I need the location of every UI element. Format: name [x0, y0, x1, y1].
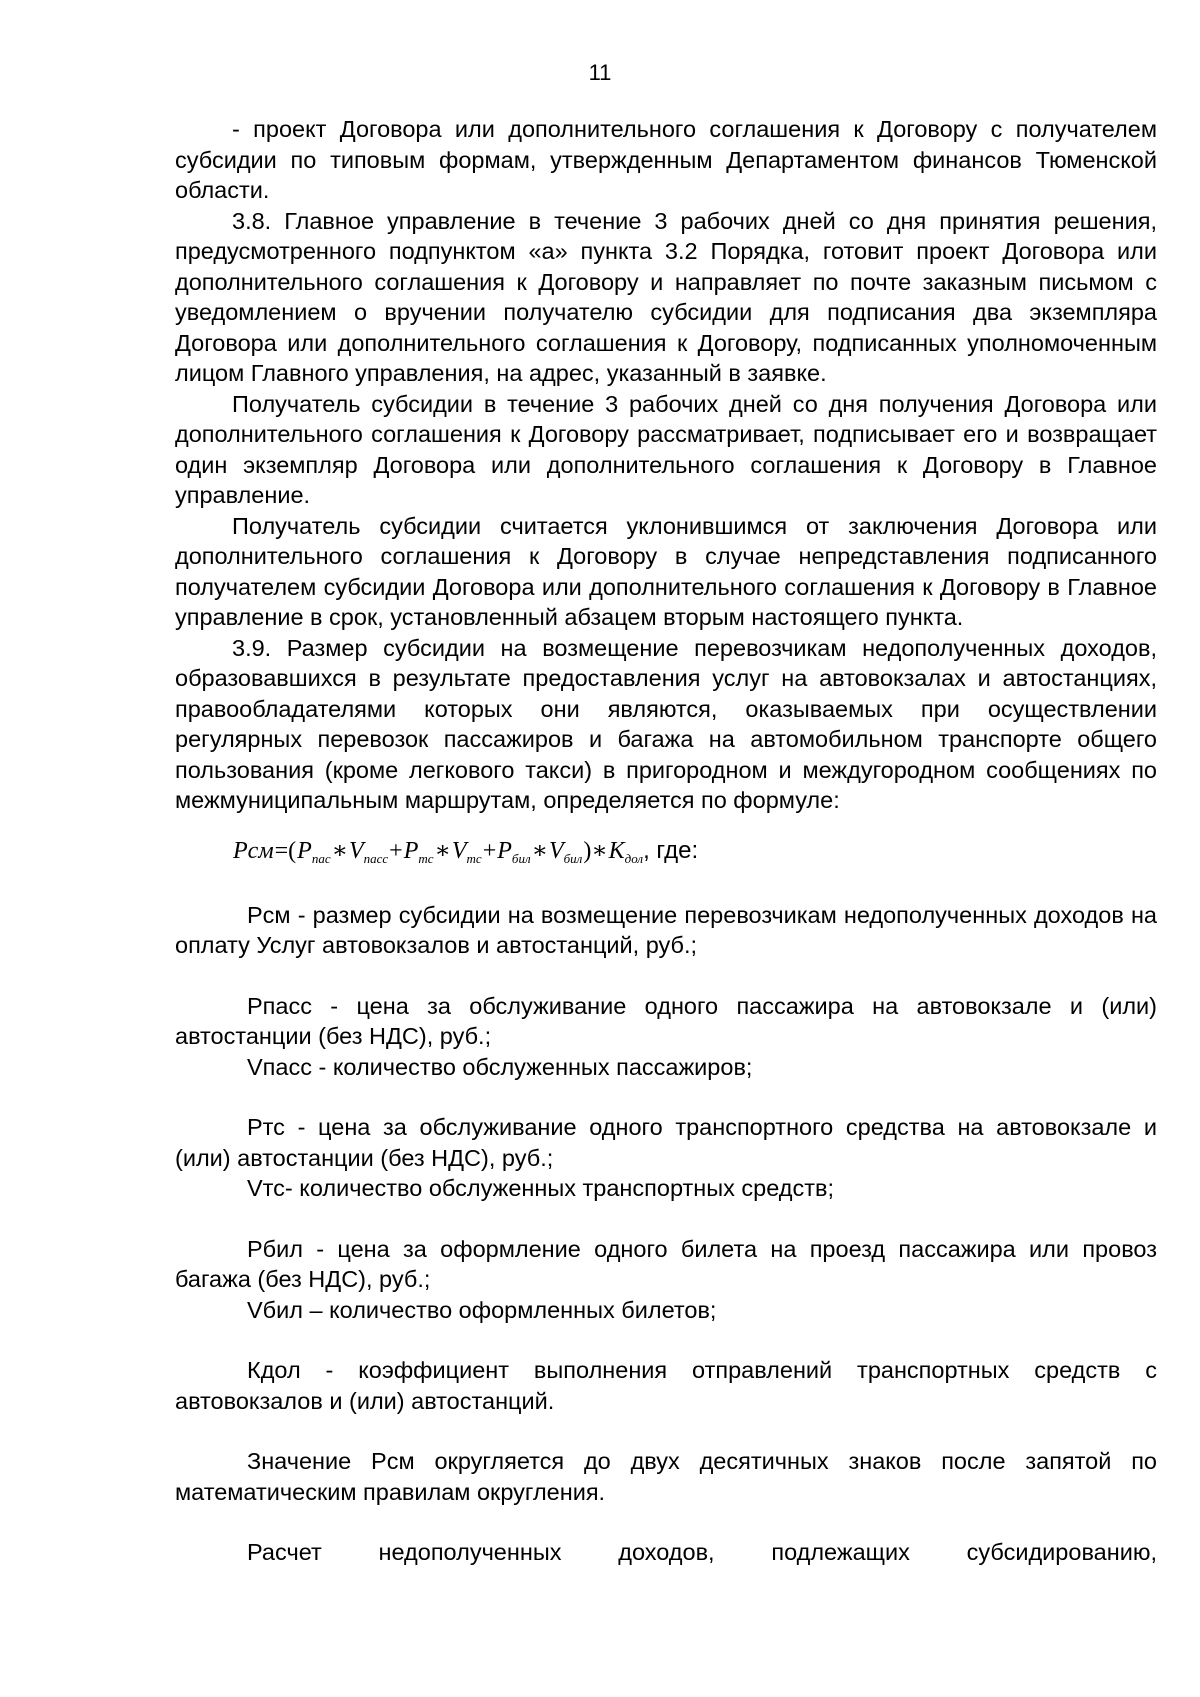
- formula-p-bil-sub: бил: [511, 850, 531, 866]
- paragraph-calculation: Расчет недополученных доходов, подлежащих субсидированию,: [247, 1539, 1157, 1565]
- formula-eq: =(: [274, 837, 297, 864]
- formula-v-bil-sub: бил: [563, 850, 583, 866]
- formula-v-tc: V: [451, 837, 467, 864]
- definition-rpass: Рпасс - цена за обслуживание одного пассажира на автовокзале и (или) автостанции (без НДС), руб.;: [175, 992, 1157, 1049]
- paragraph-rounding: Значение Рсм округляется до двух десятичных знаков после запятой по математическим правилам округления.: [175, 1448, 1157, 1505]
- paragraph-recipient-signs: Получатель субсидии в течение 3 рабочих дней со дня получения Договора или дополнительного соглашения к Договору рассматривает, подписывает его и возвращает один экземпляр Договора или дополнительного соглашения к Договору в Главное управление.: [175, 390, 1157, 508]
- formula-plus-2: +: [482, 837, 497, 864]
- formula-mul-2: ∗: [434, 837, 451, 864]
- formula-p-tc: P: [403, 837, 419, 864]
- paragraph-recipient-evades: Получатель субсидии считается уклонившимся от заключения Договора или дополнительного соглашения к Договору в случае непредставления подписанного получателем субсидии Договора или дополнительного соглашения к Договору в Главное управление в срок, установленный абзацем вторым настоящего пункта.: [175, 512, 1157, 630]
- definition-rsm: Рсм - размер субсидии на возмещение перевозчикам недополученных доходов на оплату Услуг автовокзалов и автостанций, руб.;: [175, 901, 1157, 958]
- formula-v-pass: V: [348, 837, 364, 864]
- formula-v-pass-sub: пасс: [363, 850, 389, 866]
- formula-v-tc-sub: тс: [466, 850, 482, 866]
- formula-p-pas: P: [297, 837, 312, 864]
- formula-mul-3: ∗: [531, 837, 548, 864]
- formula-p-pas-sub: пас: [311, 850, 331, 866]
- paragraph-project-contract: - проект Договора или дополнительного соглашения к Договору с получателем субсидии по типовым формам, утвержденным Департаментом финансов Тюменской области.: [175, 116, 1157, 203]
- document-body: [175, 114, 1157, 1568]
- definition-vbil: Vбил – количество оформленных билетов;: [247, 1296, 717, 1323]
- formula-k-dol-sub: дол: [624, 850, 644, 866]
- formula-lhs: Рсм: [233, 837, 274, 864]
- paragraph-3-9: 3.9. Размер субсидии на возмещение перевозчикам недополученных доходов, образовавшихся в результате предоставления услуг на автовокзалах и автостанциях, правообладателями которых они являются, оказываемых при осуществлении регулярных перевозок пассажиров и багажа на автомобильном транспорте общего пользования (кроме легкового такси) в пригородном и междугородном сообщениях по межмуниципальным маршрутам, определяется по формуле:: [175, 634, 1157, 813]
- definition-vtc: Vтс- количество обслуженных транспортных средств;: [247, 1175, 835, 1201]
- formula-p-tc-sub: тс: [418, 850, 434, 866]
- formula-where: , где:: [643, 836, 699, 864]
- formula-k-dol: K: [608, 837, 625, 864]
- definition-rbil: Рбил - цена за оформление одного билета на проезд пассажира или провоз багажа (без НДС), руб.;: [175, 1235, 1157, 1292]
- formula-p-bil: P: [497, 837, 512, 864]
- paragraph-3-8: 3.8. Главное управление в течение 3 рабочих дней со дня принятия решения, предусмотренного подпунктом «а» пункта 3.2 Порядка, готовит проект Договора или дополнительного соглашения к Договору и направляет по почте заказным письмом с уведомлением о вручении получателю субсидии для подписания два экземпляра Договора или дополнительного соглашения к Договору, подписанных уполномоченным лицом Главного управления, на адрес, указанный в заявке.: [175, 207, 1157, 386]
- definition-kdol: Кдол - коэффициент выполнения отправлений транспортных средств с автовокзалов и (или) автостанций.: [175, 1357, 1157, 1414]
- formula-plus-1: +: [389, 837, 403, 864]
- page-number: 11: [588, 60, 612, 85]
- formula-mul-1: ∗: [331, 837, 348, 864]
- formula-expression: [233, 838, 643, 864]
- subsidy-formula: [233, 830, 1157, 870]
- definition-vpass: Vпасс - количество обслуженных пассажиров;: [247, 1053, 753, 1080]
- formula-close: )∗: [583, 837, 608, 864]
- formula-v-bil: V: [548, 837, 564, 864]
- definition-rtc: Ртс - цена за обслуживание одного транспортного средства на автовокзале и (или) автостанции (без НДС), руб.;: [175, 1114, 1157, 1171]
